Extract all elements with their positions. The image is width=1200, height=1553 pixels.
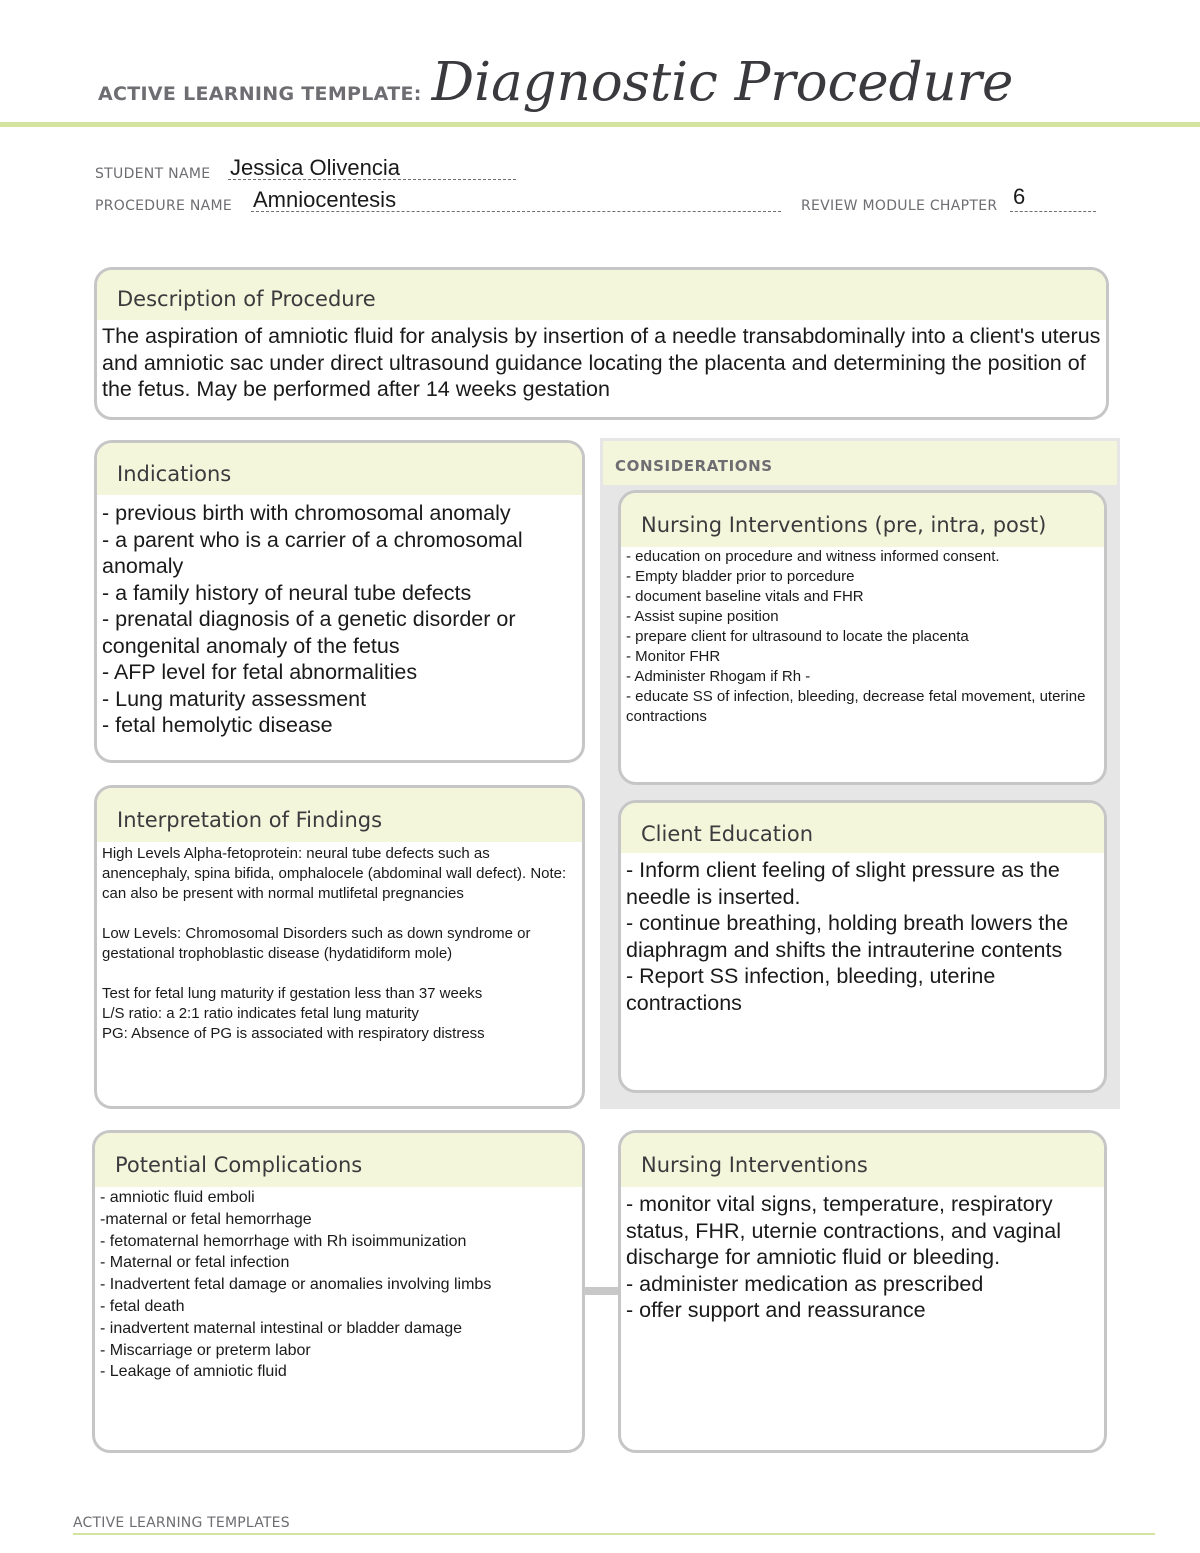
box-connector <box>584 1287 620 1295</box>
description-heading: Description of Procedure <box>97 270 1106 320</box>
review-module-field[interactable]: 6 <box>1013 184 1026 209</box>
procedure-name-row <box>95 184 1105 216</box>
nursing-interventions-pre-box <box>618 490 1107 785</box>
indications-heading: Indications <box>97 443 582 495</box>
page-header <box>98 52 1013 113</box>
review-module-line <box>1010 211 1096 212</box>
header-divider <box>0 122 1200 127</box>
procedure-name-label: PROCEDURE NAME <box>95 198 233 214</box>
indications-box <box>94 440 585 763</box>
nursing-interventions-box <box>618 1130 1107 1453</box>
considerations-heading: CONSIDERATIONS <box>603 441 1117 485</box>
interpretation-heading: Interpretation of Findings <box>97 788 582 842</box>
description-text[interactable]: The aspiration of amniotic fluid for analysis by insertion of a needle transabdominally into a client's uterus and amniotic sac under direct ultrasound guidance locating the placenta and determining the position of the fetus. May be performed after 14 weeks gestation <box>102 324 1101 401</box>
complications-heading: Potential Complications <box>95 1133 582 1187</box>
student-name-label: STUDENT NAME <box>95 166 211 182</box>
procedure-name-field[interactable]: Amniocentesis <box>253 187 397 212</box>
complications-text[interactable]: - amniotic fluid emboli -maternal or fetal hemorrhage - fetomaternal hemorrhage with Rh isoimmunization - Maternal or fetal infection - Inadvertent fetal damage or anomalies involving limbs - fetal death - inadvertent maternal intestinal or bladder damage - Miscarriage or preterm labor - Leakage of amniotic fluid <box>100 1189 492 1381</box>
nursing-interventions-heading: Nursing Interventions <box>621 1133 1104 1187</box>
page-title: Diagnostic Procedure <box>431 52 1014 113</box>
client-education-heading: Client Education <box>621 803 1104 853</box>
nursing-interventions-pre-heading: Nursing Interventions (pre, intra, post) <box>621 493 1104 547</box>
indications-text[interactable]: - previous birth with chromosomal anomaly - a parent who is a carrier of a chromosomal anomaly - a family history of neural tube defects - prenatal diagnosis of a genetic disorder or congenital anomaly of the fetus - AFP level for fetal abnormalities - Lung maturity assessment - fetal hemolytic disease <box>102 501 523 737</box>
client-education-text[interactable]: - Inform client feeling of slight pressure as the needle is inserted. - continue breathing, holding breath lowers the diaphragm and shifts the intrauterine contents - Report SS infection, bleeding, uterine contractions <box>626 858 1069 1015</box>
footer-divider <box>73 1533 1155 1535</box>
client-education-box <box>618 800 1107 1093</box>
student-name-field[interactable]: Jessica Olivencia <box>230 155 400 180</box>
complications-box <box>92 1130 585 1453</box>
student-name-row <box>95 155 525 184</box>
interpretation-text[interactable]: High Levels Alpha-fetoprotein: neural tube defects such as anencephaly, spina bifida, omphalocele (abdominal wall defect). Note: can also be present with normal mutlifetal pregnancies Low Levels: Chromosomal Disorders such as down syndrome or gestational trophoblastic disease (hydatidiform mole) Test for fetal lung maturity if gestation less than 37 weeks L/S ratio: a 2:1 ratio indicates fetal lung maturity PG: Absence of PG is associated with respiratory distress <box>102 845 567 1042</box>
footer-text: ACTIVE LEARNING TEMPLATES <box>73 1515 290 1531</box>
review-module-label: REVIEW MODULE CHAPTER <box>801 198 998 214</box>
nursing-interventions-text[interactable]: - monitor vital signs, temperature, respiratory status, FHR, uternie contractions, and vaginal discharge for amniotic fluid or bleeding. - administer medication as prescribed - offer support and reassurance <box>626 1192 1061 1322</box>
template-label: ACTIVE LEARNING TEMPLATE: <box>98 83 422 105</box>
nursing-interventions-pre-text[interactable]: - education on procedure and witness informed consent. - Empty bladder prior to porcedure - document baseline vitals and FHR - Assist supine position - prepare client for ultrasound to locate the placenta - Monitor FHR - Administer Rhogam if Rh - - educate SS of infection, bleeding, decrease fetal movement, uterine contractions <box>626 548 1086 725</box>
interpretation-box <box>94 785 585 1109</box>
description-box <box>94 267 1109 420</box>
